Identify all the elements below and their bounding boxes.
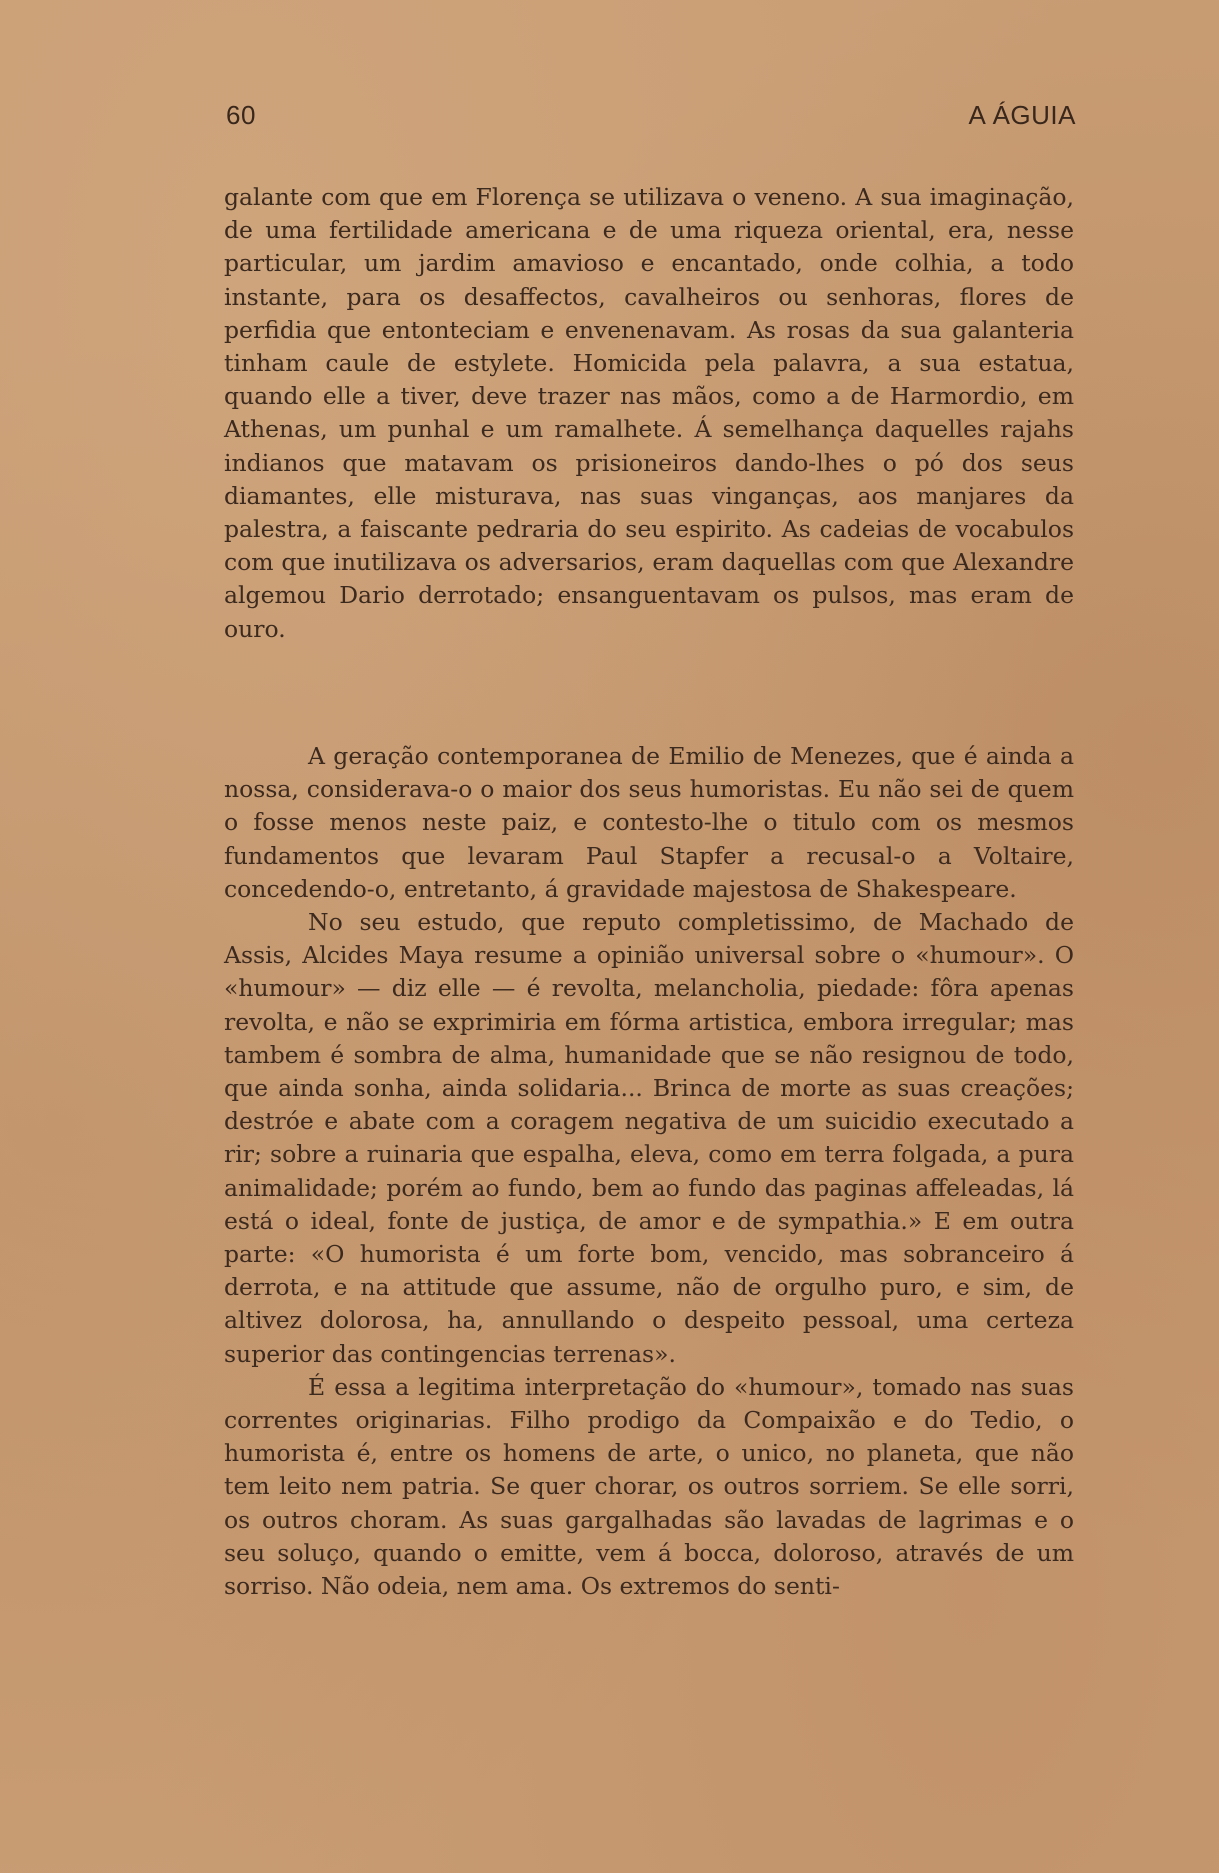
running-head: A ÁGUIA (968, 100, 1076, 130)
paragraph: A geração contemporanea de Emilio de Menezes, que é ainda a nossa, considerava-o o maior dos seus humoristas. Eu não sei de quem o fosse menos neste paiz, e contesto-lhe o titulo com os mesmos fundamentos que levaram Paul Stapfer a recusal-o a Voltaire, concedendo-o, entretanto, á gravidade majestosa de Shakespeare. (224, 742, 1074, 903)
paragraph: galante com que em Florença se utilizava o veneno. A sua imaginação, de uma fertilidade americana e de uma riqueza oriental, era, nesse particular, um jardim amavioso e encantado, onde colhia, a todo instante, para os desaffectos, cavalheiros ou senhoras, flores de perfidia que entonteciam e envenenavam. As rosas da sua galanteria tinham caule de estylete. Homicida pela palavra, a sua estatua, quando elle a tiver, deve trazer nas mãos, como a de Harmordio, em Athenas, um punhal e um ramalhete. Á semelhança daquelles rajahs indianos que matavam os prisioneiros dando-lhes o pó dos seus diamantes, elle misturava, nas suas vinganças, aos manjares da palestra, a faiscante pedraria do seu espirito. As cadeias de vocabulos com que inutilizava os adversarios, eram daquellas com que Alexandre algemou Dario derrotado; ensanguentavam os pulsos, mas eram de ouro. (224, 183, 1074, 643)
text-block-top (224, 181, 1074, 646)
text-block-bottom (224, 740, 1074, 1603)
paragraph: É essa a legitima interpretação do «humour», tomado nas suas correntes originarias. Filho prodigo da Compaixão e do Tedio, o humorista é, entre os homens de arte, o unico, no planeta, que não tem leito nem patria. Se quer chorar, os outros sorriem. Se elle sorri, os outros choram. As suas gargalhadas são lavadas de lagrimas e o seu soluço, quando o emitte, vem á bocca, doloroso, através de um sorriso. Não odeia, nem ama. Os extremos do senti- (224, 1372, 1074, 1601)
paragraph: No seu estudo, que reputo completissimo, de Machado de Assis, Alcides Maya resume a opinião universal sobre o «humour». O «humour» — diz elle — é revolta, melancholia, piedade: fôra apenas revolta, e não se exprimiria em fórma artistica, embora irregular; mas tambem é sombra de alma, humanidade que se não resignou de todo, que ainda sonha, ainda solidaria... Brinca de morte as suas creações; destróe e abate com a coragem negativa de um suicidio executado a rir; sobre a ruinaria que espalha, eleva, como em terra folgada, a pura animalidade; porém ao fundo, bem ao fundo das paginas affeleadas, lá está o ideal, fonte de justiça, de amor e de sympathia.» E em outra parte: «O humorista é um forte bom, vencido, mas sobranceiro á derrota, e na attitude que assume, não de orgulho puro, e sim, de altivez dolorosa, ha, annullando o despeito pessoal, uma certeza superior das contingencias terrenas». (224, 908, 1074, 1368)
page-number: 60 (226, 100, 256, 130)
